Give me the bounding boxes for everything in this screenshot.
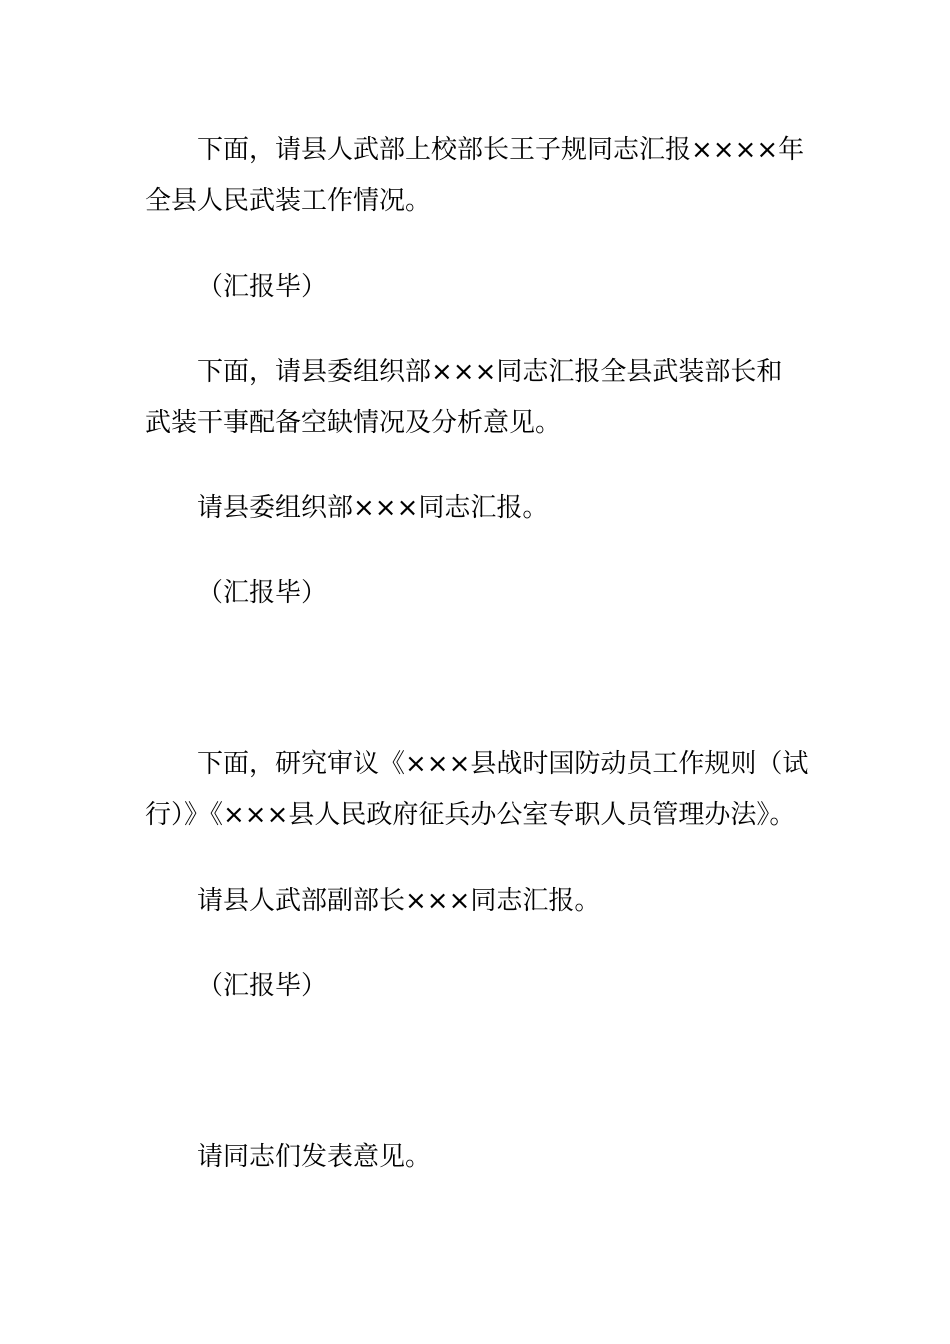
paragraph-deputy-request: 请县人武部副部长×××同志汇报。 xyxy=(197,886,601,916)
paragraph-opinions-request: 请同志们发表意见。 xyxy=(197,1142,432,1172)
paragraph-report-end-2: （汇报毕） xyxy=(197,578,328,608)
paragraph-organization-report: 下面，请县委组织部×××同志汇报全县武装部长和武装干事配备空缺情况及分析意见。 xyxy=(145,357,783,438)
paragraph-organization-request: 请县委组织部×××同志汇报。 xyxy=(197,493,549,523)
paragraph-report-end-3: （汇报毕） xyxy=(197,971,328,1001)
paragraph-review-regulations: 下面，研究审议《×××县战时国防动员工作规则（试行）》《×××县人民政府征兵办公室专职人员管理办法》。 xyxy=(145,749,809,830)
paragraph-report-end-1: （汇报毕） xyxy=(197,272,328,302)
paragraph-armed-forces-report: 下面，请县人武部上校部长王子规同志汇报××××年全县人民武装工作情况。 xyxy=(145,135,805,216)
